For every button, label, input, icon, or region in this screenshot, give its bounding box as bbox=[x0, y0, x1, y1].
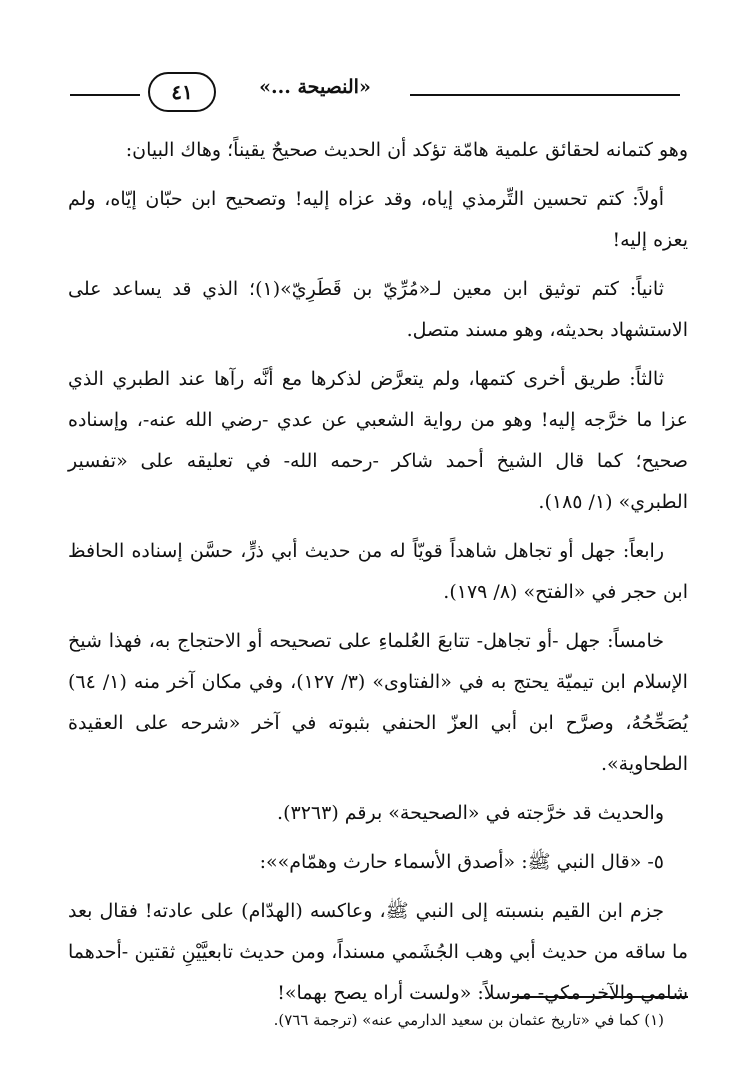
paragraph-item-5-body: جزم ابن القيم بنسبته إلى النبي ﷺ، وعاكسه (الهدّام) على عادته! فقال بعد ما ساقه من حديث أبي وهب الجُشَمي مسنداً، ومن حديث تابعيَّيْنِ ثقتين -أحدهما شامي والآخر مكي- مرسلاً: «ولست أراه يصح بهما»! bbox=[68, 900, 688, 1004]
paragraph-item-5-heading: ٥- «قال النبي ﷺ: «أصدق الأسماء حارث وهمّام»»: bbox=[259, 851, 664, 873]
paragraph-third-point: ثالثاً: طريق أخرى كتمها، ولم يتعرَّض لذكرها مع أنَّه رآها عند الطبري الذي عزا ما خرَّجه إليه! وهو من رواية الشعبي عن عدي -رضي الله عنه-، وإسناده صحيح؛ كما قال الشيخ أحمد شاكر -رحمه الله- في تعليقه على «تفسير الطبري» (١/ ١٨٥). bbox=[68, 368, 688, 513]
body-text bbox=[68, 130, 688, 1022]
header-rule-left bbox=[70, 94, 140, 96]
paragraph-second-point: ثانياً: كتم توثيق ابن معين لـ«مُرِّيّ بن قَطَرِيّ»(١)؛ الذي قد يساعد على الاستشهاد بحديثه، وهو مسند متصل. bbox=[68, 278, 688, 341]
footnote: (١) كما في «تاريخ عثمان بن سعيد الدارمي عنه» (ترجمة ٧٦٦). bbox=[273, 1011, 664, 1029]
page-number: ٤١ bbox=[148, 72, 216, 112]
header-rule-right bbox=[410, 94, 680, 96]
paragraph-intro: وهو كتمانه لحقائق علمية هامّة تؤكد أن الحديث صحيحٌ يقيناً؛ وهاك البيان: bbox=[125, 139, 688, 161]
paragraph-fourth-point: رابعاً: جهل أو تجاهل شاهداً قويّاً له من حديث أبي ذرٍّ، حسَّن إسناده الحافظ ابن حجر في «الفتح» (٨/ ١٧٩). bbox=[68, 540, 688, 603]
paragraph-fifth-point: خامساً: جهل -أو تجاهل- تتابعَ العُلماءِ على تصحيحه أو الاحتجاج به، فهذا شيخ الإسلام ابن تيميّة يحتج به في «الفتاوى» (٣/ ١٢٧)، وفي مكان آخر منه (١/ ٦٤) يُصَحِّحُهُ، وصرَّح ابن أبي العزّ الحنفي بثبوته في آخر «شرحه على العقيدة الطحاوية». bbox=[68, 630, 688, 775]
paragraph-first-point: أولاً: كتم تحسين التِّرمذي إياه، وقد عزاه إليه! وتصحيح ابن حبّان إيّاه، ولم يعزه إليه! bbox=[68, 188, 688, 251]
paragraph-takhrij: والحديث قد خرَّجته في «الصحيحة» برقم (٣٢٦٣). bbox=[277, 802, 664, 824]
footnote-separator bbox=[512, 996, 688, 998]
running-title: «النصيحة ...» bbox=[259, 76, 371, 98]
page-header bbox=[60, 60, 684, 130]
